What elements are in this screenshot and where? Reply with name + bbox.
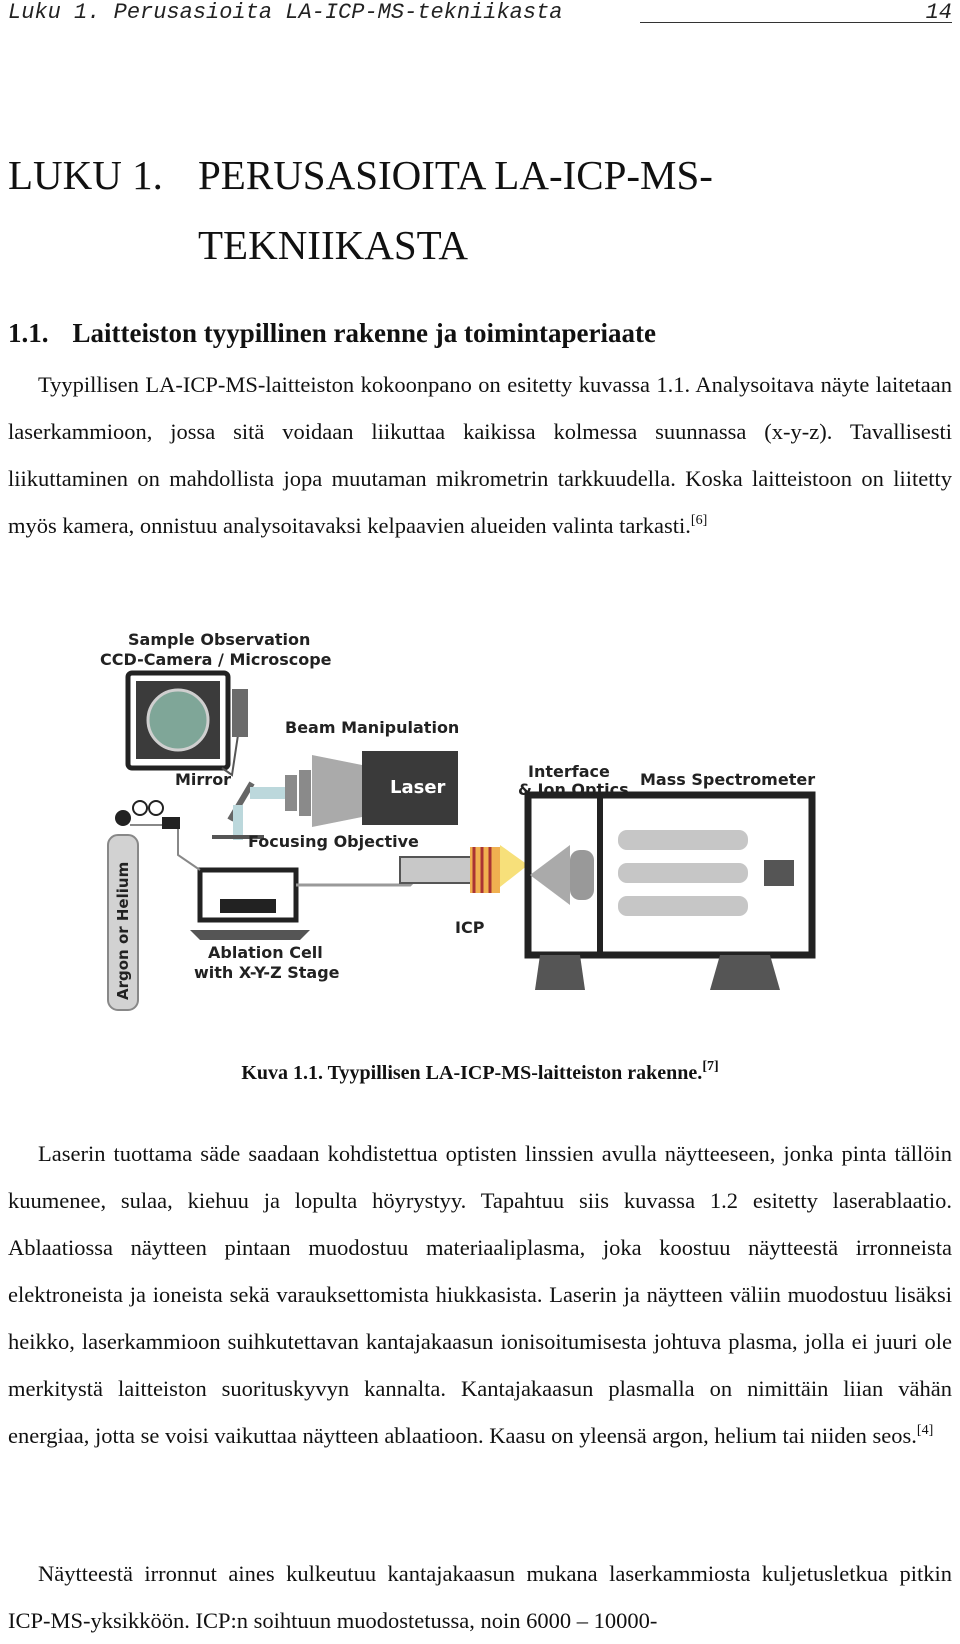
camera-tube [232, 689, 248, 737]
label-xyz-stage: with X-Y-Z Stage [194, 963, 340, 982]
label-icp: ICP [455, 918, 485, 937]
citation-6: [6] [690, 513, 708, 528]
vacuum-pump-1 [535, 955, 585, 990]
gas-line [130, 825, 200, 870]
label-argon-helium: Argon or Helium [114, 861, 132, 1000]
plasma-glow [500, 845, 528, 887]
label-ion-optics: & Ion Optics [518, 780, 629, 799]
section-title: Laitteiston tyypillinen rakenne ja toimintaperiaate [72, 318, 656, 348]
la-icp-ms-figure [100, 625, 820, 1035]
gas-valve [162, 817, 180, 829]
quadrupole-rod-3 [618, 896, 748, 916]
quadrupole-rod-1 [618, 830, 748, 850]
paragraph-1 [8, 361, 952, 549]
paragraph-3-text: Näytteestä irronnut aines kulkeutuu kantajakaasun mukana laserkammiosta kuljetusletkua pitkin ICP-MS-yksikköön. ICP:n soihtuun muodostetussa, noin 6000 – 10000- [8, 1561, 952, 1633]
section-number: 1.1. [8, 318, 49, 348]
paragraph-2-text: Laserin tuottama säde saadaan kohdistettua optisten linssien avulla näytteeseen, jonka pinta tällöin kuumenee, sulaa, kiehuu ja lopulta höyrystyy. Tapahtuu siis kuvassa 1.2 esitetty laserablaatio. Ablaatiossa näytteen pintaan muodostuu materiaaliplasma, joka koostuu näytteestä irronneista elektroneista ja ioneista sekä varauksettomista hiukkasista. Laserin ja näytteen väliin muodostuu lisäksi heikko, laserkammioon suihkutettavan kantajakaasun ionisoitumisesta johtuva plasma, jolla ei juuri ole merkitystä laitteiston suorituskyvyn kannalta. Kantajakaasun plasmalla on nimittäin liian vähän energiaa, jotta se voisi vaikuttaa näytteen ablaatioon. Kaasu on yleensä argon, helium tai niiden seos. [8, 1141, 952, 1448]
beam-expander [312, 755, 362, 827]
detector [764, 860, 794, 886]
citation-7: [7] [702, 1059, 719, 1074]
vacuum-pump-2 [710, 955, 780, 990]
label-mirror: Mirror [175, 770, 232, 789]
label-laser: Laser [390, 777, 446, 798]
citation-4: [4] [916, 1423, 934, 1438]
label-interface: Interface [528, 762, 610, 781]
beam-optic-1 [285, 775, 297, 811]
paragraph-2 [8, 1130, 952, 1459]
paragraph-1-text: Tyypillisen LA-ICP-MS-laitteiston kokoonpano on esitetty kuvassa 1.1. Analysoitava näyte laitetaan laserkammioon, jossa sitä voidaan liikuttaa kaikissa kolmessa suunnassa (x-y-z). Tavallisesti liikuttaminen on mahdollista jopa muutaman mikrometrin tarkkuudella. Koska laitteistoon on liitetty myös kamera, onnistuu analysoitavaksi kelpaavien alueiden valinta tarkasti. [8, 372, 952, 538]
chapter-number: LUKU 1. [8, 152, 163, 198]
label-focusing-objective: Focusing Objective [248, 832, 419, 851]
paragraph-3 [8, 1550, 952, 1644]
page-number: 14 [925, 0, 952, 25]
header-rule [640, 22, 952, 23]
quadrupole-rod-2 [618, 863, 748, 883]
label-mass-spectrometer: Mass Spectrometer [640, 770, 816, 789]
label-beam-manipulation: Beam Manipulation [285, 718, 460, 737]
gas-regulator [115, 810, 131, 826]
stage-base [190, 930, 310, 940]
section-heading [8, 318, 656, 349]
gas-gauge-1 [133, 801, 147, 815]
figure-caption [0, 1059, 960, 1085]
label-ccd-camera: CCD-Camera / Microscope [100, 650, 332, 669]
running-title: Luku 1. Perusasioita LA-ICP-MS-tekniikasta [8, 0, 563, 25]
label-ablation-cell: Ablation Cell [208, 943, 323, 962]
running-header [8, 0, 952, 26]
beam-optic-2 [299, 770, 311, 816]
label-sample-observation: Sample Observation [128, 630, 311, 649]
sample-stage [220, 899, 276, 913]
ion-optics [570, 850, 594, 900]
gas-gauge-2 [149, 801, 163, 815]
chapter-title: PERUSASIOITA LA-ICP-MS-TEKNIIKASTA [198, 152, 713, 268]
figure-caption-text: Kuva 1.1. Tyypillisen LA-ICP-MS-laitteiston rakenne. [241, 1062, 703, 1084]
camera-lens [148, 690, 208, 750]
